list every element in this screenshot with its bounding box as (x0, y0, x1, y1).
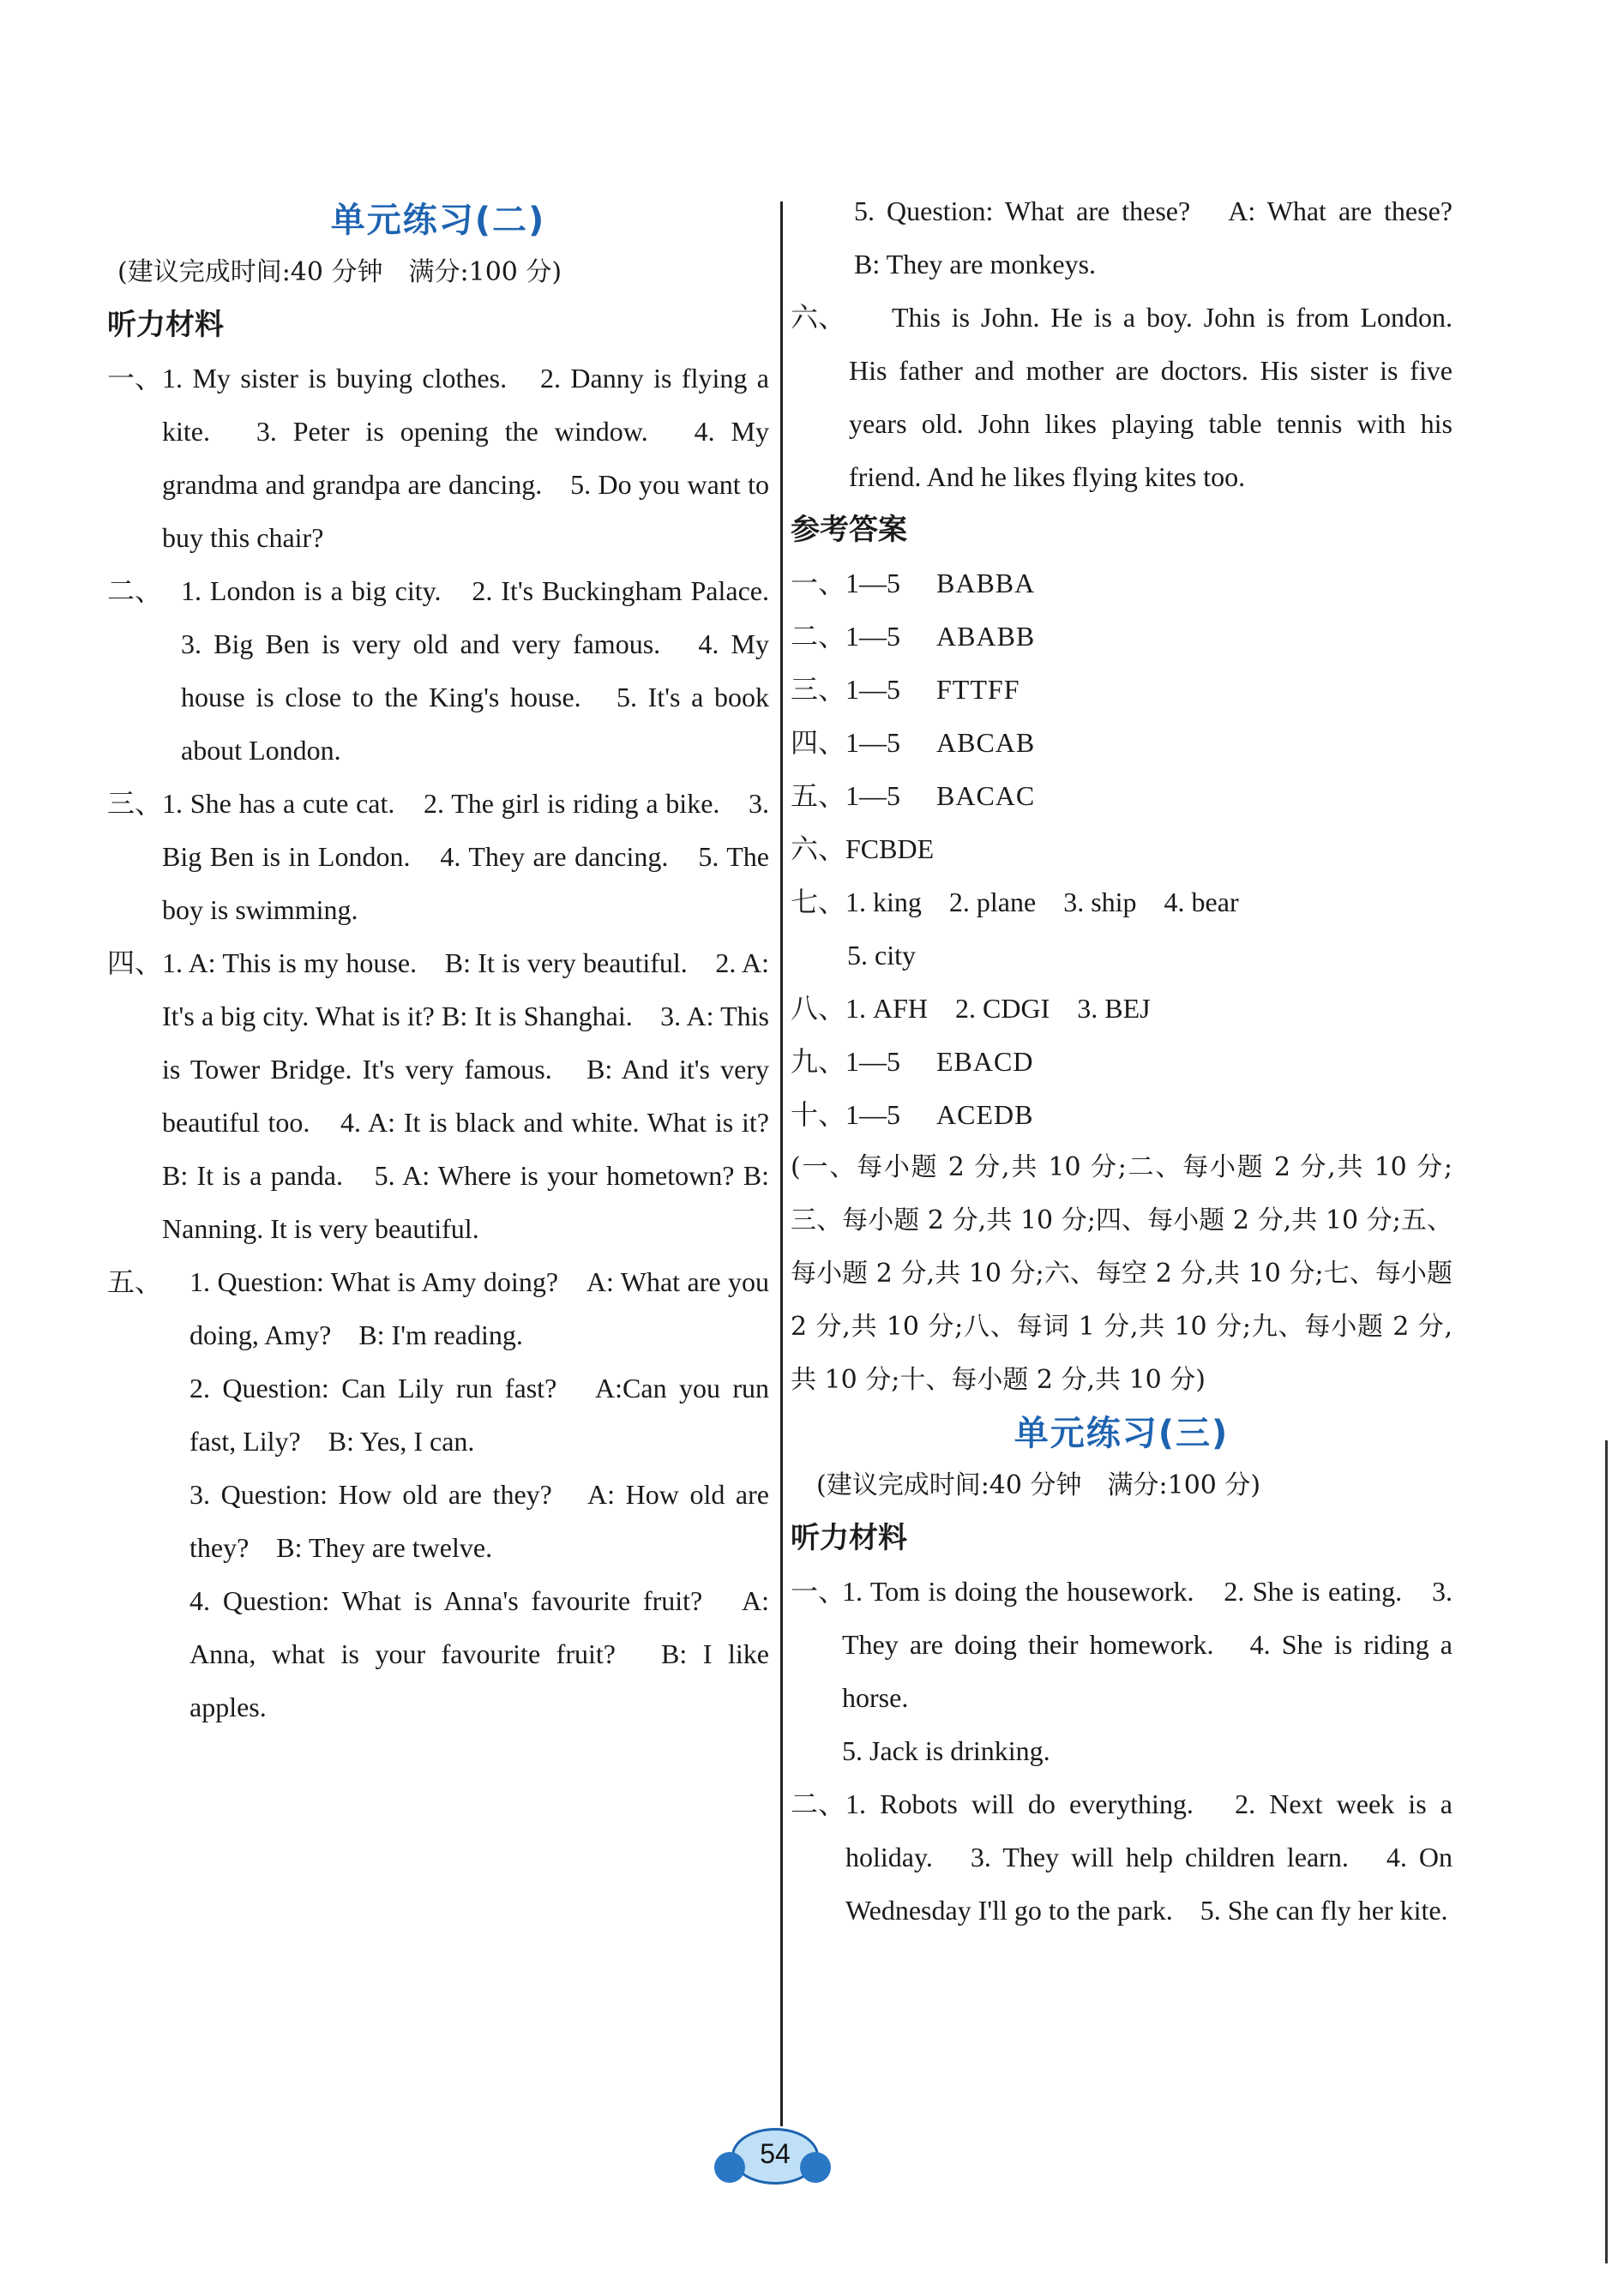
item-text: 1. My sister is buying clothes. 2. Danny is flying a kite. 3. Peter is opening the window. 4. My grandma and grandpa are dancing. 5. Do you want to buy this chair? (162, 363, 769, 553)
right-column (791, 184, 1481, 1937)
answer-row-six: 六、FCBDE (791, 833, 935, 864)
answer-row-eight: 八、1. AFH 2. CDGI 3. BEJ (791, 993, 1151, 1024)
answer-value: EBACD (936, 1046, 1034, 1077)
item-text: 1. London is a big city. 2. It's Buckingham Palace. 3. Big Ben is very old and very famous. 4. My house is close to the King's house. 5. It's a book about London. (181, 575, 797, 766)
left-column (107, 194, 797, 1734)
answer-key: 十、1—5 (791, 1099, 901, 1130)
answer-value: ABABB (936, 621, 1036, 652)
listening-item-6 (791, 291, 1453, 503)
answer-key: 四、1—5 (791, 727, 901, 758)
answer-row (791, 1088, 1453, 1141)
listening-item-5-5 (791, 184, 1481, 291)
item-text: 3. Question: How old are they? A: How old are they? B: They are twelve. (189, 1479, 769, 1563)
answer-key: 一、1—5 (791, 568, 901, 598)
item-number: 三、 (107, 788, 163, 819)
answer-value: ABCAB (936, 727, 1036, 758)
answer-row (791, 769, 1453, 822)
listening3-item-1-cont (791, 1724, 1453, 1777)
answer-key: 九、1—5 (791, 1046, 901, 1077)
item-text: 1. Question: What is Amy doing? A: What are you doing, Amy? B: I'm reading. (189, 1266, 769, 1350)
answer-row (791, 610, 1453, 663)
exam-meta: (建议完成时间:40 分钟 满分:100 分) (117, 257, 562, 287)
answer-row-seven: 七、1. king 2. plane 3. ship 4. bear (791, 887, 1239, 917)
answer-key: 二、1—5 (791, 621, 901, 652)
item-number: 二、 (107, 575, 163, 606)
item-text: 1. She has a cute cat. 2. The girl is riding a bike. 3. Big Ben is in London. 4. They are dancing. 5. The boy is swimming. (162, 788, 769, 925)
scoring-note: (一、每小题 2 分,共 10 分;二、每小题 2 分,共 10 分;三、每小题 2 分,共 10 分;四、每小题 2 分,共 10 分;五、每小题 2 分,共 10 分;六、每空 2 分,共 10 分;七、每小题 2 分,共 10 分;八、每词 1 分,共 10 分;九、每小题 2 分,共 10 分;十、每小题 2 分,共 10 分) (791, 1152, 1453, 1395)
listening-item-3 (107, 777, 769, 936)
answer-row (791, 716, 1453, 769)
answer-value: ACEDB (936, 1099, 1034, 1130)
page-number: 54 (760, 2138, 791, 2169)
page-edge-line (1605, 1440, 1608, 2263)
item-text: This is John. He is a boy. John is from London. His father and mother are doctors. His sister is five years old. John likes playing table tennis with his friend. And he likes flying kites too. (849, 302, 1453, 492)
item-number: 六、 (791, 302, 846, 333)
answer-row (791, 1035, 1453, 1088)
page-number-badge (714, 2126, 831, 2186)
listening3-item-1 (791, 1565, 1453, 1724)
item-text: 5. Jack is drinking. (842, 1735, 1050, 1766)
item-number: 五、 (107, 1266, 163, 1297)
answer-row (791, 663, 1453, 716)
item-text: 1. A: This is my house. B: It is very beautiful. 2. A: It's a big city. What is it? B: It is Shanghai. 3. A: This is Tower Bridge. It's very famous. B: And it's very beautiful too. 4. A: It is black and white. What is it? B: It is a panda. 5. A: Where is your hometown? B: Nanning. It is very beautiful. (162, 947, 769, 1244)
item-number: 四、 (107, 947, 163, 978)
answer-row-seven-cont: 5. city (847, 940, 916, 971)
exam-meta-3: (建议完成时间:40 分钟 满分:100 分) (816, 1470, 1261, 1500)
listening-item-5-3 (107, 1468, 769, 1574)
item-text: 1. Robots will do everything. 2. Next week is a holiday. 3. They will help children learn. 4. On Wednesday I'll go to the park. 5. She can fly her kite. (845, 1788, 1453, 1926)
answer-value: FTTFF (936, 674, 1020, 705)
listening-item-2 (107, 564, 797, 777)
answer-value: BACAC (936, 780, 1036, 811)
section-heading: 听力材料 (107, 308, 224, 342)
unit-title: 单元练习(二) (330, 201, 546, 240)
listening3-item-2 (791, 1777, 1453, 1937)
section-heading-3: 听力材料 (791, 1521, 907, 1555)
item-number: 一、 (107, 363, 163, 394)
listening-item-5 (107, 1255, 769, 1361)
answer-key: 三、1—5 (791, 674, 901, 705)
item-number: 二、 (791, 1788, 846, 1819)
answer-value: BABBA (936, 568, 1036, 598)
answer-key: 五、1—5 (791, 780, 901, 811)
item-text: 2. Question: Can Lily run fast? A:Can you run fast, Lily? B: Yes, I can. (189, 1373, 769, 1457)
answer-row (791, 556, 1453, 610)
unit-title-3: 单元练习(三) (1013, 1414, 1230, 1453)
listening-item-4 (107, 936, 769, 1255)
item-text: 5. Question: What are these? A: What are these? B: They are monkeys. (854, 195, 1481, 279)
item-text: 4. Question: What is Anna's favourite fruit? A: Anna, what is your favourite fruit? B: I like apples. (189, 1585, 769, 1722)
listening-item-5-2 (107, 1361, 769, 1468)
column-divider (780, 201, 783, 2126)
answers-heading: 参考答案 (791, 513, 907, 547)
item-text: 1. Tom is doing the housework. 2. She is eating. 3. They are doing their homework. 4. She is riding a horse. (842, 1576, 1453, 1713)
listening-item-5-4 (107, 1574, 769, 1734)
listening-item-1 (107, 352, 769, 564)
item-number: 一、 (791, 1576, 846, 1607)
